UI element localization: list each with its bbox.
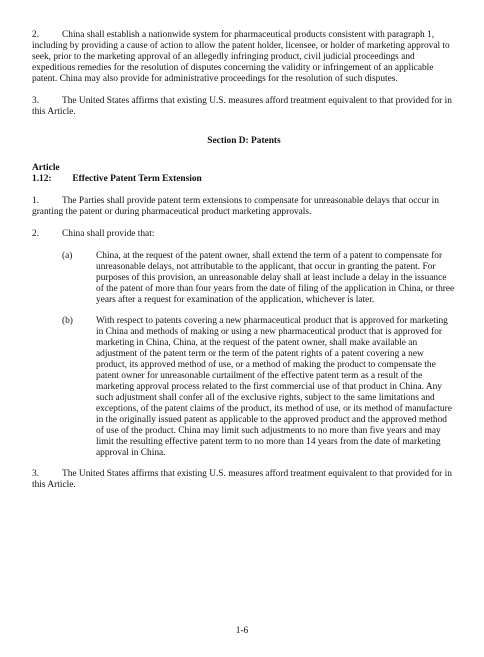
subparagraph-text: With respect to patents covering a new pharmaceutical product that is approved for marketing in China and methods of making or using a new pharmaceutical product that is approved for marketing in China, China, at the request of the patent owner, shall make available an adjustment of the patent term or the term of the patent rights of a patent covering a new product, its approved method of use, or a method of making the product to compensate the patent owner for unreasonable curtailment of the effective patent term as a result of the marketing approval process related to the first commercial use of that product in China. Any such adjustment shall confer all of the exclusive rights, subject to the same limitations and exceptions, of the patent claims of the product, its method of use, or its method of manufacture in the originally issued patent as applicable to the approved product and the approved method of use of the product. China may limit such adjustments to no more than five years and may limit the resulting effective patent term to no more than 14 years from the date of marketing approval in China. [96, 316, 452, 458]
page-number: 1-6 [235, 626, 249, 636]
subparagraph-a [32, 251, 456, 306]
paragraph-text: The Parties shall provide patent term extensions to compensate for unreasonable delays that occur in granting the patent or during pharmaceutical product marketing approvals. [32, 196, 439, 217]
paragraph-number: 2. [32, 229, 40, 239]
article-heading [32, 163, 456, 185]
paragraph-text: China shall establish a nationwide system for pharmaceutical products consistent with paragraph 1, including by providing a cause of action to allow the patent holder, licensee, or holder of marketing approval to seek, prior to the marketing approval of an allegedly infringing product, civil judicial proceedings and expeditious remedies for the resolution of disputes concerning the validity or infringement of an applicable patent. China may also provide for administrative proceedings for the resolution of such disputes. [32, 30, 450, 84]
paragraph-text: The United States affirms that existing U.S. measures afford treatment equivalent to that provided for in this Article. [32, 96, 452, 117]
paragraph-number: 3. [32, 469, 40, 479]
subparagraph-text: China, at the request of the patent owner, shall extend the term of a patent to compensate for unreasonable delays, not attributable to the applicant, that occur in granting the patent. For purposes of this provision, an unreasonable delay shall at least include a delay in the issuance of the patent of more than four years from the date of filing of the application in China, or three years after a request for examination of the application, whichever is later. [96, 251, 455, 305]
document-page [32, 30, 456, 502]
paragraph-2 [32, 30, 456, 85]
article-number: Article 1.12: [32, 163, 60, 184]
article-paragraph-1 [32, 196, 456, 218]
paragraph-number: 1. [32, 196, 40, 206]
subparagraph-label: (b) [62, 316, 73, 326]
paragraph-number: 3. [32, 96, 40, 106]
closing-paragraph-3 [32, 469, 456, 491]
paragraph-number: 2. [32, 30, 40, 40]
section-heading: Section D: Patents [207, 136, 281, 146]
paragraph-text: The United States affirms that existing U.S. measures afford treatment equivalent to that provided for in this Article. [32, 469, 452, 490]
article-title: Effective Patent Term Extension [72, 174, 202, 184]
subparagraph-label: (a) [62, 251, 73, 261]
subparagraph-b [32, 316, 456, 459]
article-paragraph-2 [32, 229, 456, 240]
paragraph-3 [32, 96, 456, 118]
paragraph-text: China shall provide that: [62, 229, 155, 239]
